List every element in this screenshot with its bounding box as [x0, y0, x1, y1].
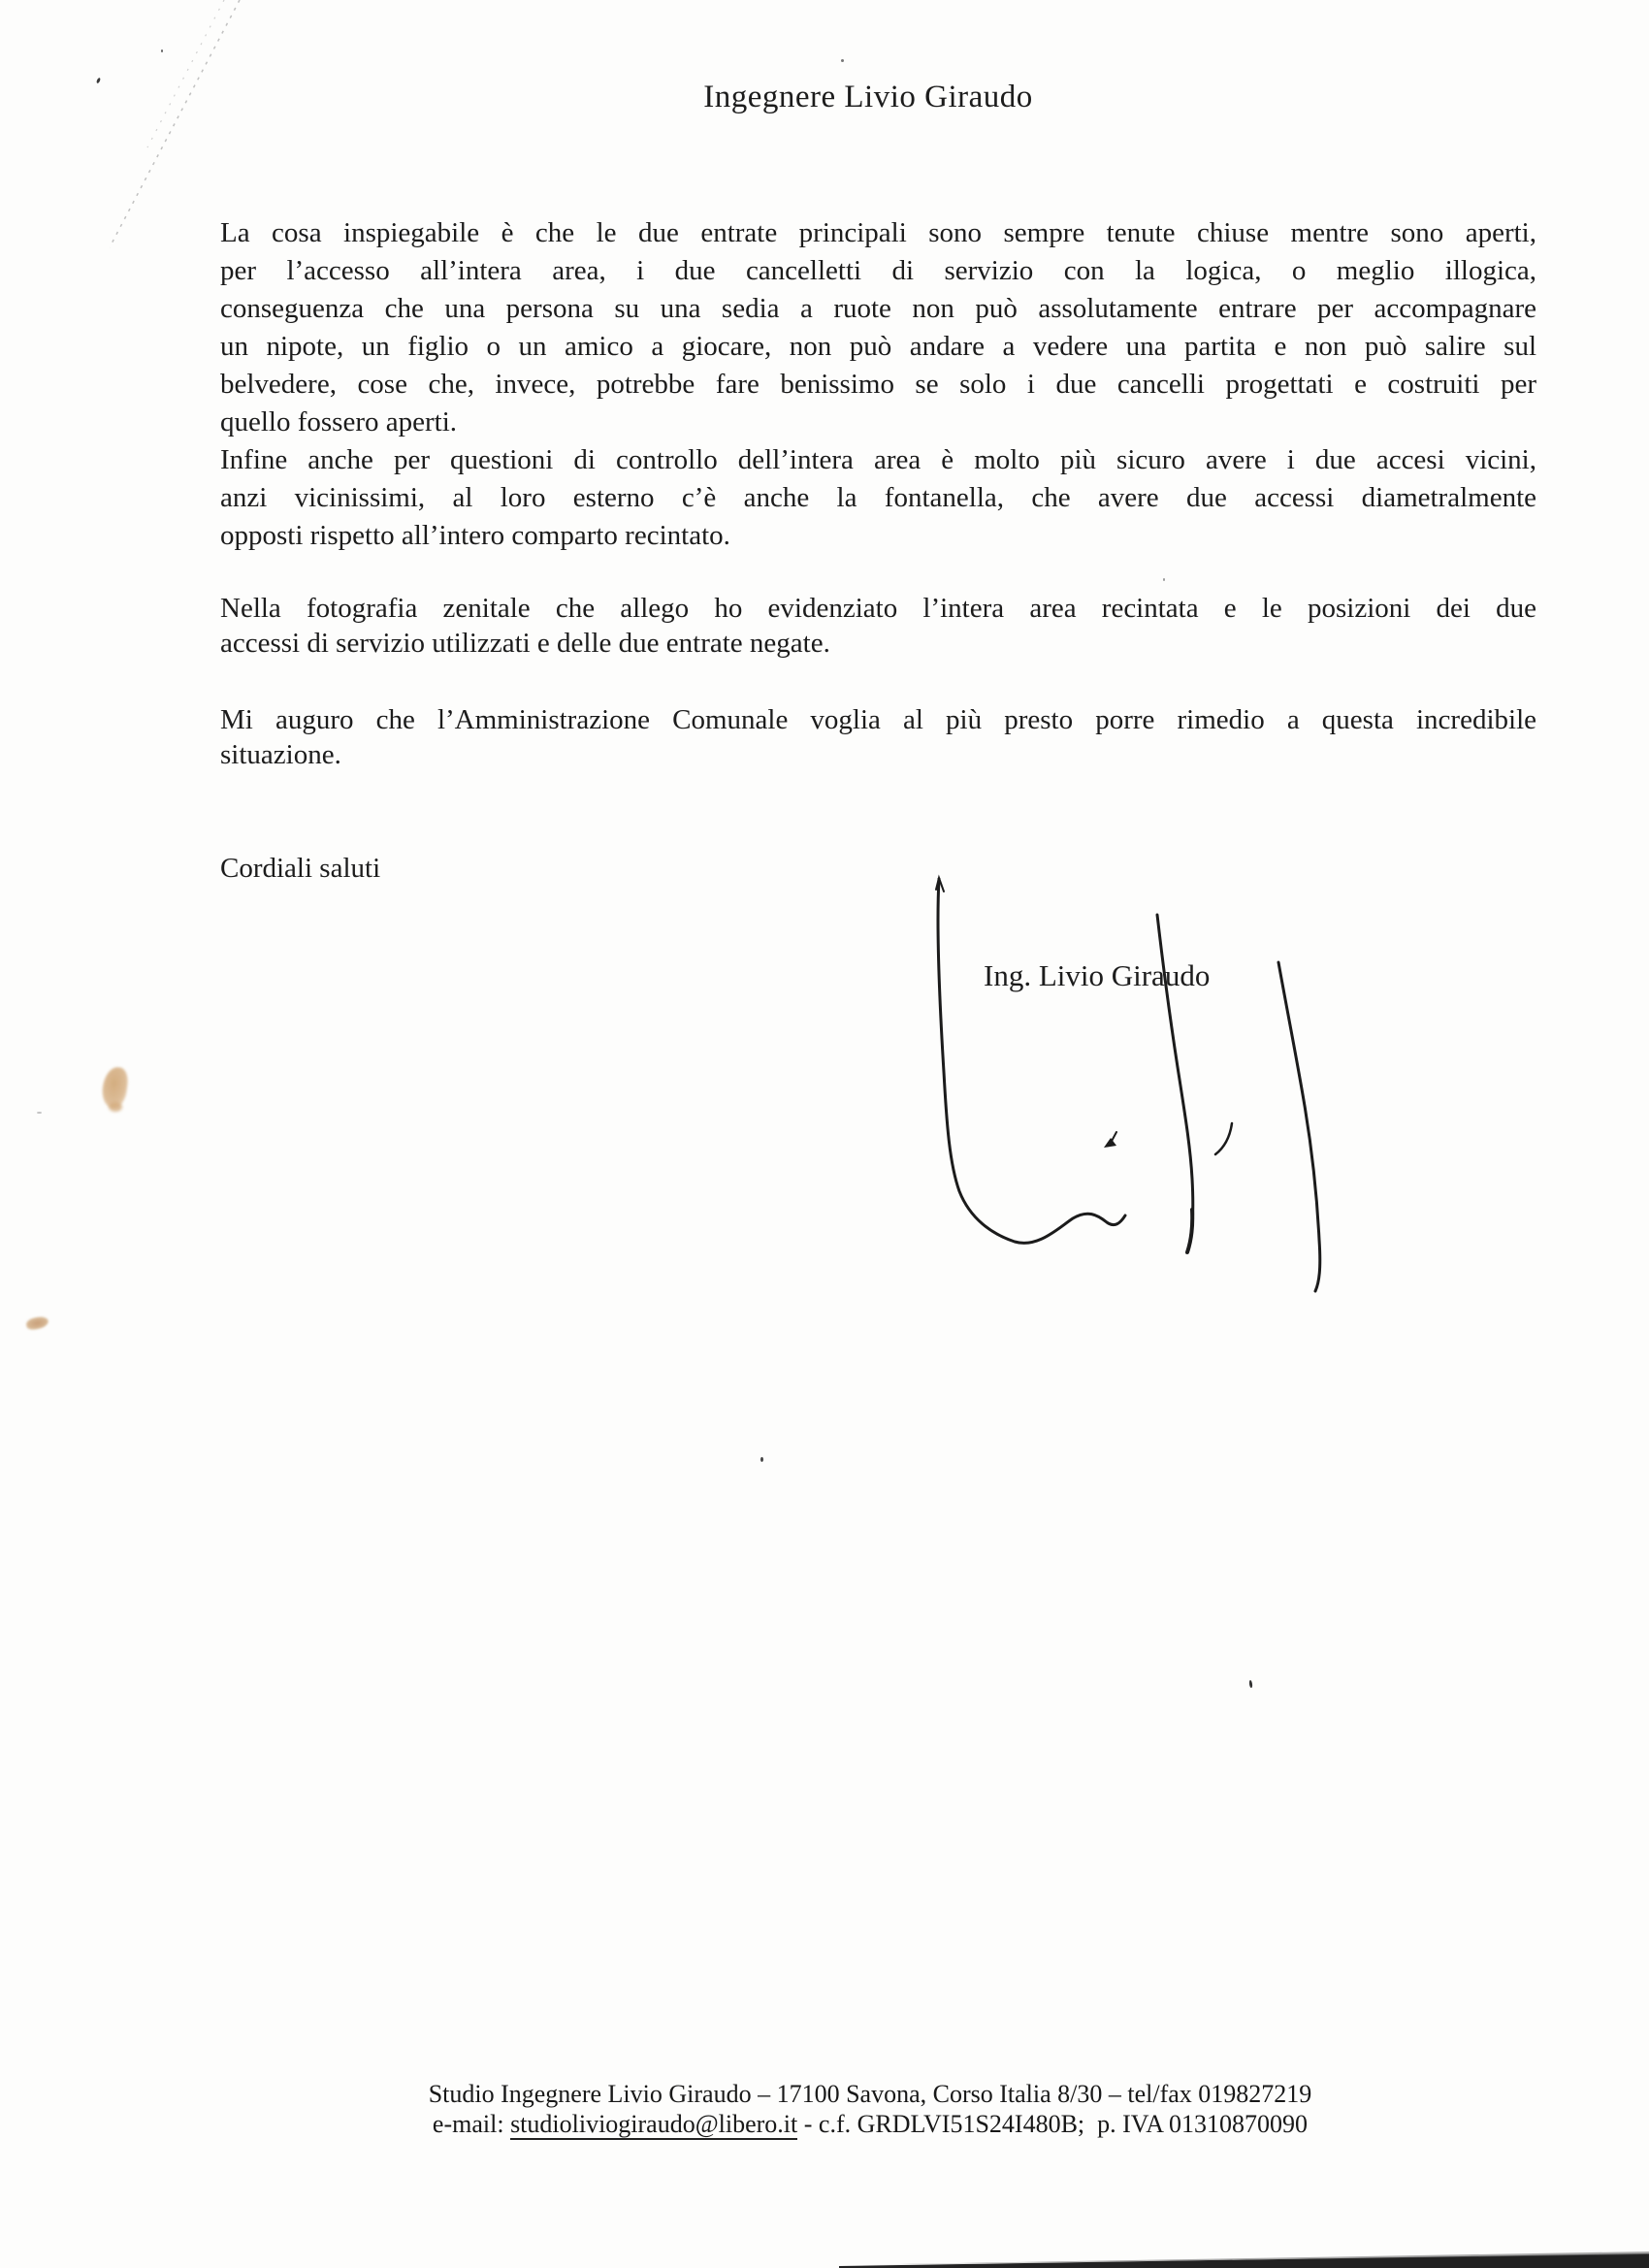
footer-email-label: e-mail:	[432, 2110, 511, 2138]
paragraph-1	[220, 214, 1536, 555]
page-title: Ingegnere Livio Giraudo	[703, 80, 1033, 114]
scan-speck	[1248, 1680, 1252, 1688]
scan-speck	[161, 49, 163, 52]
text-line: Infine anche per questioni di controllo dell’intera area è molto più sicuro avere i due accesi vicini,	[220, 444, 1536, 475]
paragraph-2	[220, 591, 1536, 661]
paper-stain	[109, 1102, 122, 1112]
text-line: accessi di servizio utilizzati e delle due entrate negate.	[220, 628, 830, 659]
signature-ink	[873, 854, 1358, 1310]
text-line: situazione.	[220, 739, 341, 770]
typed-signature-name: Ing. Livio Giraudo	[984, 958, 1211, 992]
text-line: Mi auguro che l’Amministrazione Comunale voglia al più presto porre rimedio a questa incredibile	[220, 704, 1536, 735]
text-line: conseguenza che una persona su una sedia a ruote non può assolutamente entrare per accompagnare	[220, 293, 1536, 324]
footer-fiscal-info: - c.f. GRDLVI51S24I480B; p. IVA 01310870090	[797, 2110, 1309, 2138]
text-line: quello fossero aperti.	[220, 406, 458, 437]
scan-edge-artifact	[0, 2251, 1649, 2268]
text-line: opposti rispetto all’intero comparto recintato.	[220, 520, 730, 551]
paper-stain	[25, 1315, 49, 1331]
text-line: anzi vicinissimi, al loro esterno c’è anche la fontanella, che avere due accessi diametralmente	[220, 482, 1536, 513]
closing-salutation: Cordiali saluti	[220, 853, 381, 884]
text-line: un nipote, un figlio o un amico a giocare, non può andare a vedere una partita e non può salire sul	[220, 331, 1536, 362]
text-line: per l’accesso all’intera area, i due cancelletti di servizio con la logica, o meglio illogica,	[220, 255, 1536, 286]
email-text: studioliviogiraudo@libero.it	[510, 2110, 798, 2138]
scan-speck	[760, 1457, 763, 1462]
text-line: La cosa inspiegabile è che le due entrate principali sono sempre tenute chiuse mentre sono aperti,	[220, 217, 1536, 248]
scan-speck	[1163, 578, 1165, 581]
text-line: Nella fotografia zenitale che allego ho evidenziato l’intera area recintata e le posizioni dei due	[220, 593, 1536, 624]
footer-line-2	[46, 2109, 1649, 2139]
footer-line-1: Studio Ingegnere Livio Giraudo – 17100 Savona, Corso Italia 8/30 – tel/fax 019827219	[428, 2080, 1312, 2108]
text-line: belvedere, cose che, invece, potrebbe fare benissimo se solo i due cancelli progettati e costruiti per	[220, 369, 1536, 400]
footer	[46, 2079, 1649, 2139]
paragraph-3	[220, 702, 1536, 772]
scan-speck	[841, 59, 844, 62]
scan-speck	[37, 1112, 42, 1114]
